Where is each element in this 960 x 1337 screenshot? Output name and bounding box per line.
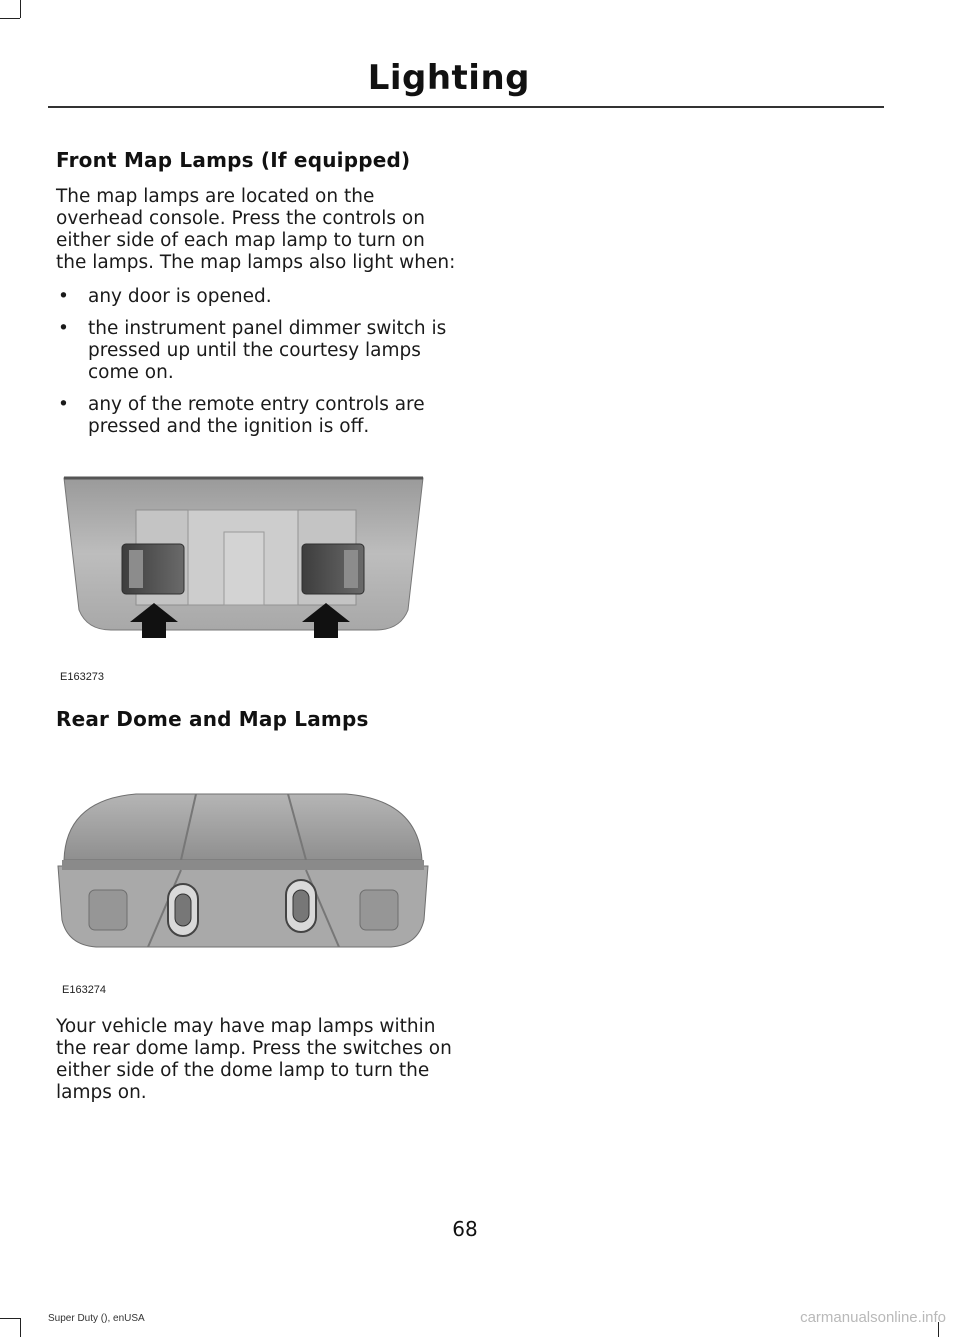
footer-text: Super Duty (), enUSA (48, 1313, 145, 1324)
bullet-marker: • (58, 318, 69, 339)
body-line: the rear dome lamp. Press the switches on (56, 1038, 452, 1059)
header-divider (48, 106, 884, 108)
bullet-line: any door is opened. (88, 286, 272, 307)
intro-line: the lamps. The map lamps also light when: (56, 252, 456, 273)
crop-mark (20, 0, 21, 18)
intro-line: overhead console. Press the controls on (56, 208, 425, 229)
body-line: Your vehicle may have map lamps within (56, 1016, 436, 1037)
watermark: carmanualsonline.info (800, 1309, 946, 1326)
bullet-line: any of the remote entry controls are (88, 394, 425, 415)
bullet-line: come on. (88, 362, 174, 383)
overhead-console-illustration (56, 470, 431, 645)
page-number: 68 (452, 1217, 478, 1241)
bullet-line: pressed and the ignition is off. (88, 416, 370, 437)
rear-dome-body (56, 1016, 456, 1104)
map-lamp-switch-icon (286, 880, 316, 932)
intro-line: The map lamps are located on the (56, 186, 375, 207)
bullet-marker: • (58, 286, 69, 307)
front-map-lamps-intro (56, 186, 456, 274)
rear-dome-heading: Rear Dome and Map Lamps (56, 707, 369, 731)
list-item (56, 318, 456, 384)
figure-code: E163273 (60, 671, 105, 683)
bullet-marker: • (58, 394, 69, 415)
front-map-lamps-heading: Front Map Lamps (If equipped) (56, 148, 411, 172)
list-item (56, 394, 456, 438)
crop-mark (20, 1318, 21, 1337)
section-title: Lighting (367, 58, 530, 98)
list-item (56, 286, 456, 308)
figure-code: E163274 (62, 984, 107, 996)
intro-line: either side of each map lamp to turn on (56, 230, 425, 251)
map-lamp-switch-icon (168, 884, 198, 936)
front-map-lamps-section (56, 148, 456, 448)
body-line: lamps on. (56, 1082, 147, 1103)
bullet-line: pressed up until the courtesy lamps (88, 340, 421, 361)
crop-mark (0, 18, 20, 19)
crop-mark (0, 1318, 20, 1319)
bullet-line: the instrument panel dimmer switch is (88, 318, 447, 339)
body-line: either side of the dome lamp to turn the (56, 1060, 430, 1081)
lamp-conditions-list (56, 286, 456, 438)
rear-dome-lamp-illustration (56, 780, 431, 960)
